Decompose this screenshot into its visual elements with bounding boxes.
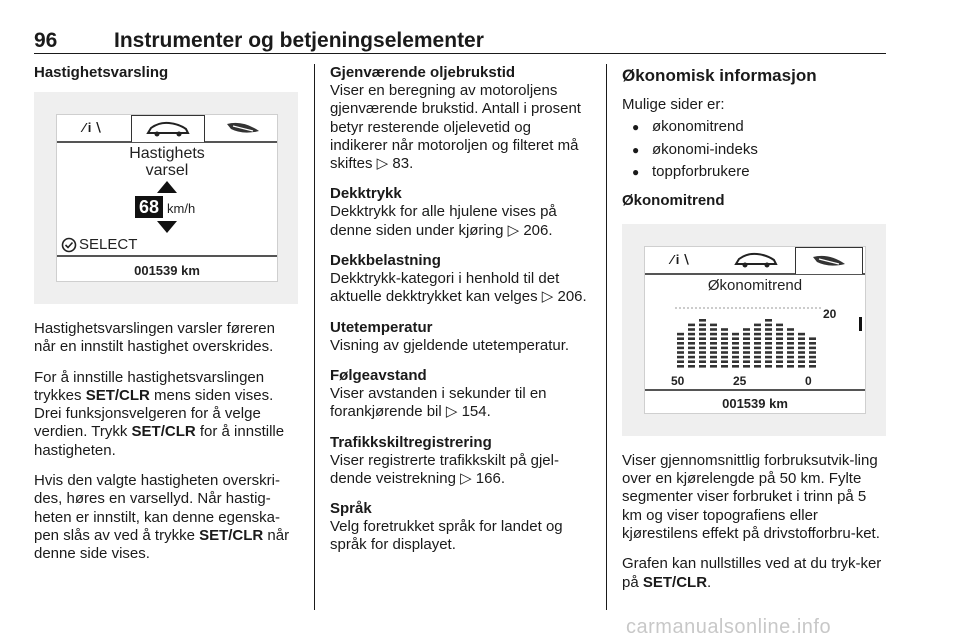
watermark: carmanualsonline.info (626, 616, 832, 638)
trend-bar (809, 337, 816, 367)
button-reference: SET/CLR (199, 526, 264, 544)
page-number: 96 (34, 29, 58, 52)
trend-bar (776, 323, 783, 367)
paragraph (34, 369, 298, 460)
trend-bar (710, 323, 717, 367)
section (330, 434, 592, 489)
speed-value: 68 (135, 196, 163, 218)
text: . (707, 573, 712, 591)
section (330, 500, 592, 555)
text: for å innstille hastigheten. (34, 423, 285, 459)
check-circle-icon (61, 237, 77, 253)
tab-leaf-icon (217, 115, 269, 141)
section-heading: Dekkbelastning (330, 252, 441, 270)
speed-warning-heading: Hastighetsvarsling (34, 64, 169, 81)
section (330, 185, 592, 240)
button-reference: SET/CLR (85, 386, 150, 404)
y-max-label: 20 (823, 306, 837, 321)
figure-title: Økonomitrend (707, 276, 803, 294)
page-list (622, 116, 886, 184)
section-text: Dekktrykk for alle hjulene vises på denne siden under kjøring ▷ 206. (330, 203, 557, 239)
trend-bar-chart (675, 307, 825, 369)
page-header (34, 29, 886, 54)
text: når denne side vises. (34, 526, 290, 563)
text: mens siden vises. Drei funksjonsvelgeren for å velge verdien. Trykk (34, 386, 274, 441)
arrow-up-icon (157, 181, 177, 193)
odometer: 001539 km (134, 263, 200, 278)
section-text: Visning av gjeldende utetemperatur. (330, 336, 570, 354)
x-label-50: 50 (671, 373, 685, 388)
page-title: Instrumenter og betjeningselementer (114, 29, 484, 52)
trend-bar (721, 328, 728, 367)
speed-unit: km/h (167, 201, 196, 216)
paragraph: Hastighetsvarslingen varsler føreren når en innstilt hastighet overskrides. (34, 320, 275, 356)
leaf-icon (811, 253, 847, 269)
button-reference: SET/CLR (131, 423, 196, 441)
car-icon (733, 251, 779, 269)
select-label: SELECT (79, 236, 138, 253)
odometer: 001539 km (722, 395, 788, 411)
section (330, 252, 592, 307)
speed-warning-figure (34, 92, 298, 304)
section-text: Viser avstanden i sekunder til en forankjørende bil ▷ 154. (330, 384, 547, 421)
section-heading: Språk (330, 500, 372, 518)
trend-bar (765, 319, 772, 368)
section-heading: Dekktrykk (330, 185, 402, 203)
tab-car-icon (725, 247, 787, 273)
tab-info-icon: ∕ i ∖ (82, 120, 104, 135)
scroll-indicator (859, 317, 862, 331)
x-label-0: 0 (805, 373, 812, 388)
trend-bar (754, 323, 761, 367)
paragraph: Viser gjennomsnittlig forbruksutvik-ling over en kjørelengde på 50 km. Fylte segmenter viser forbruket i trinn på 5 km og viser topografiens eller kjørestilens effekt på drivstofforbru-ket. (622, 451, 880, 542)
paragraph (622, 555, 886, 592)
display-divider (645, 389, 865, 391)
trend-bar (677, 333, 684, 368)
trend-bar (732, 333, 739, 368)
list-item: ● økonomi-indeks (622, 139, 886, 162)
tab-leaf-icon (795, 247, 863, 274)
economy-intro: Mulige sider er: (622, 96, 725, 113)
figure-title-2: varsel (145, 162, 189, 179)
economy-trend-heading: Økonomitrend (622, 191, 725, 209)
economy-trend-display (644, 246, 866, 414)
section-text: Dekktrykk-kategori i henhold til det aktuelle dekktrykket kan velges ▷ 206. (330, 270, 587, 306)
column-economy-info (622, 64, 886, 592)
section-text: Viser registrerte trafikkskilt på gjel-dende veistrekning ▷ 166. (330, 451, 559, 487)
economy-heading: Økonomisk informasjon (622, 66, 817, 85)
text: For å innstille hastighetsvarslingen trykkes (34, 368, 265, 404)
speed-warning-display (56, 114, 278, 282)
trend-bar (699, 319, 706, 368)
section (330, 64, 592, 173)
economy-trend-figure (622, 224, 886, 436)
display-divider (57, 255, 277, 257)
text: Hvis den valgte hastigheten overskri-des, høres en varsellyd. Når hastig-heten er innstilt, kan denne egenska-pen slås av ved å trykke (34, 472, 280, 544)
section-heading: Følgeavstand (330, 366, 427, 384)
column-info-pages (330, 64, 592, 555)
trend-bar (787, 328, 794, 367)
list-item: ● toppforbrukere (622, 161, 886, 184)
leaf-icon (225, 120, 261, 136)
text: Grafen kan nullstilles ved at du tryk-ker på (622, 555, 882, 591)
paragraph (34, 472, 298, 563)
section-text: Velg foretrukket språk for landet og språk for displayet. (330, 518, 563, 554)
column-divider-2 (606, 64, 607, 610)
figure-title-1: Hastighets (129, 145, 205, 162)
list-item: ● økonomitrend (622, 116, 886, 139)
column-speed-warning (34, 64, 298, 564)
arrow-down-icon (157, 221, 177, 233)
x-label-25: 25 (733, 373, 747, 388)
button-reference: SET/CLR (642, 573, 708, 591)
car-icon (145, 120, 191, 138)
section-text: Viser en beregning av motoroljens gjenværende brukstid. Antall i prosent betyr resterende oljelevetid og indikerer når motoroljen og filteret må skiftes ▷ 83. (330, 82, 581, 173)
section (330, 319, 592, 355)
tab-info-icon: ∕ i ∖ (670, 251, 692, 267)
tab-car-icon (131, 115, 205, 142)
section (330, 367, 592, 422)
trend-bar (798, 333, 805, 368)
column-divider-1 (314, 64, 315, 610)
section-heading: Gjenværende oljebrukstid (330, 64, 516, 81)
section-heading: Utetemperatur (330, 318, 433, 336)
display-tabs (57, 115, 277, 143)
section-heading: Trafikkskiltregistrering (330, 433, 492, 451)
trend-bar (688, 323, 695, 367)
display-tabs (645, 247, 865, 275)
trend-bar (743, 328, 750, 367)
